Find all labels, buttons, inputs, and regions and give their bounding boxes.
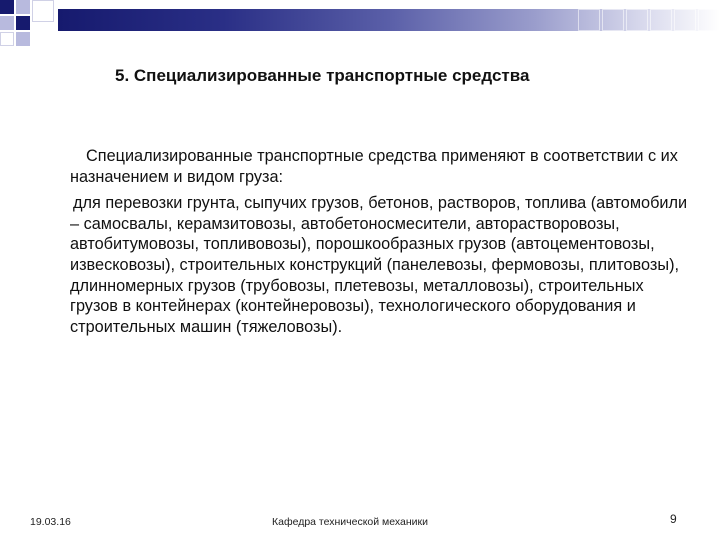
decor-square <box>0 32 14 46</box>
body-paragraph: для перевозки грунта, сыпучих грузов, бетонов, растворов, топлива (автомобили – самосвалы, керамзитовозы, автобетоносмесители, авторастворовозы, автобитумовозы, топливовозы), порошкообразных грузов (автоцементовозы, извесковозы), строительных конструкций (панелевозы, фермовозы, плитовозы), длинномерных грузов (трубовозы, плетевозы, металловозы), строительных грузов в контейнерах (контейнеровозы), технологического оборудования и строительных машин (тяжеловозы). <box>70 194 688 336</box>
decor-square <box>16 32 30 46</box>
decorative-squares <box>0 0 60 48</box>
footer-department: Кафедра технической механики <box>272 516 428 528</box>
page-number: 9 <box>670 512 677 526</box>
decor-square <box>16 16 30 30</box>
decor-square <box>32 0 54 22</box>
slide-footer <box>0 500 720 540</box>
decor-square <box>0 0 14 14</box>
slide-title: 5. Специализированные транспортные средства <box>115 66 530 85</box>
decor-square <box>16 0 30 14</box>
slide-body <box>70 146 696 337</box>
header-bar-squares <box>560 9 720 31</box>
decor-square <box>0 16 14 30</box>
footer-date: 19.03.16 <box>30 516 71 528</box>
body-paragraph: Специализированные транспортные средства применяют в соответствии с их назначением и видом груза: <box>70 147 678 186</box>
